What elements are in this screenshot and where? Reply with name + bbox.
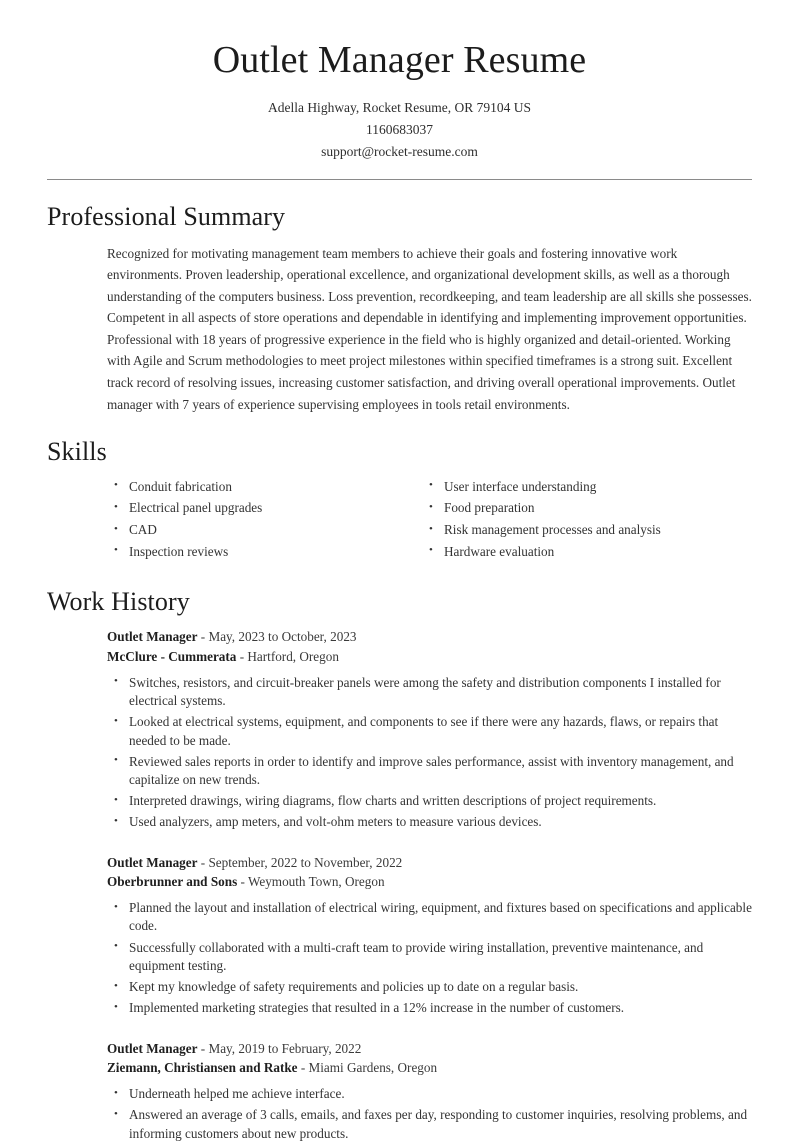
job-company-line	[107, 647, 752, 667]
skill-item: • User interface understanding	[422, 478, 737, 496]
job-bullet: • Reviewed sales reports in order to identify and improve sales performance, assist with inventory management, and capitalize on new trends.	[107, 753, 752, 789]
job-entry	[107, 853, 752, 1018]
job-bullet-list	[107, 1085, 752, 1143]
skills-columns	[107, 478, 752, 565]
job-dates: September, 2022 to November, 2022	[208, 854, 403, 870]
section-professional-summary	[47, 201, 752, 415]
section-heading-work-history: Work History	[47, 586, 190, 616]
job-separator: -	[297, 1060, 309, 1076]
section-heading-professional-summary: Professional Summary	[47, 202, 286, 232]
job-entry	[107, 627, 752, 831]
header-divider	[47, 179, 752, 180]
skill-item: • Electrical panel upgrades	[107, 499, 422, 517]
skill-item: • Inspection reviews	[107, 543, 422, 561]
job-dates: May, 2019 to February, 2022	[208, 1040, 362, 1056]
job-separator: -	[236, 649, 248, 665]
skills-column-right	[422, 478, 737, 565]
resume-header	[47, 38, 752, 180]
job-bullet-list	[107, 674, 752, 832]
job-separator: -	[197, 854, 209, 870]
job-company-line	[107, 1058, 752, 1078]
job-location: Miami Gardens, Oregon	[308, 1060, 438, 1076]
job-bullet: • Successfully collaborated with a multi-craft team to provide wiring installation, preventive maintenance, and equipment testing.	[107, 939, 752, 975]
contact-block	[47, 97, 752, 163]
job-bullet: • Switches, resistors, and circuit-breaker panels were among the safety and distribution components I installed for electrical systems.	[107, 674, 752, 710]
job-separator: -	[237, 874, 248, 890]
section-work-history	[47, 586, 752, 1143]
contact-email: support@rocket-resume.com	[321, 143, 478, 159]
job-title-line	[107, 1039, 752, 1059]
job-bullet: • Implemented marketing strategies that resulted in a 12% increase in the number of customers.	[107, 999, 752, 1017]
skill-item: • Food preparation	[422, 499, 737, 517]
job-title: Outlet Manager	[107, 1040, 198, 1056]
skills-list-right	[422, 478, 737, 561]
job-location: Hartford, Oregon	[247, 649, 339, 665]
job-separator: -	[197, 1040, 209, 1056]
job-bullet: • Interpreted drawings, wiring diagrams, flow charts and written descriptions of project requirements.	[107, 792, 752, 810]
skill-item: • Conduit fabrication	[107, 478, 422, 496]
job-separator: -	[197, 629, 209, 645]
contact-phone: 1160683037	[366, 121, 433, 137]
job-title-line	[107, 627, 752, 647]
job-dates: May, 2023 to October, 2023	[208, 629, 357, 645]
page-title: Outlet Manager Resume	[212, 39, 587, 81]
job-bullet: • Kept my knowledge of safety requirements and policies up to date on a regular basis.	[107, 978, 752, 996]
skill-item: • Risk management processes and analysis	[422, 521, 737, 539]
job-location: Weymouth Town, Oregon	[247, 874, 385, 890]
section-skills	[47, 436, 752, 565]
job-company: Oberbrunner and Sons	[107, 874, 238, 890]
job-title: Outlet Manager	[107, 629, 198, 645]
job-company-line	[107, 872, 752, 892]
summary-body	[107, 243, 752, 415]
job-title-line	[107, 853, 752, 873]
job-entry	[107, 1039, 752, 1143]
job-bullet: • Looked at electrical systems, equipment, and components to see if there were any hazards, flaws, or repairs that needed to be made.	[107, 713, 752, 749]
contact-address: Adella Highway, Rocket Resume, OR 79104 US	[267, 99, 532, 115]
skills-list-left	[107, 478, 422, 561]
job-title: Outlet Manager	[107, 854, 198, 870]
job-bullet-list	[107, 899, 752, 1017]
skill-item: • CAD	[107, 521, 422, 539]
job-bullet: • Underneath helped me achieve interface.	[107, 1085, 752, 1103]
skills-column-left	[107, 478, 422, 565]
work-history-list	[107, 627, 752, 1143]
summary-text: Recognized for motivating management team members to achieve their goals and fostering innovative work environments. Proven leadership, operational excellence, and organizational development skills, as well as a thorough understanding of the computers business. Loss prevention, recordkeeping, and team leadership are all skills she possesses. Competent in all aspects of store operations and dependable in identifying and implementing improvement opportunities. Professional with 18 years of progressive experience in the field who is highly organized and detail-oriented. Working with Agile and Scrum methodologies to meet project milestones within specified timeframes is a strong suit. Excellent track record of resolving issues, increasing customer satisfaction, and driving overall operational improvements. Outlet manager with 7 years of experience supervising employees in tools retail environments.	[107, 245, 752, 412]
job-bullet: • Used analyzers, amp meters, and volt-ohm meters to measure various devices.	[107, 813, 752, 831]
skill-item: • Hardware evaluation	[422, 543, 737, 561]
job-company: McClure - Cummerata	[107, 649, 237, 665]
job-company: Ziemann, Christiansen and Ratke	[107, 1060, 298, 1076]
job-bullet: • Answered an average of 3 calls, emails, and faxes per day, responding to customer inquiries, resolving problems, and informing customers about new products.	[107, 1106, 752, 1142]
job-bullet: • Planned the layout and installation of electrical wiring, equipment, and fixtures based on specifications and applicable code.	[107, 899, 752, 935]
section-heading-skills: Skills	[47, 437, 107, 467]
